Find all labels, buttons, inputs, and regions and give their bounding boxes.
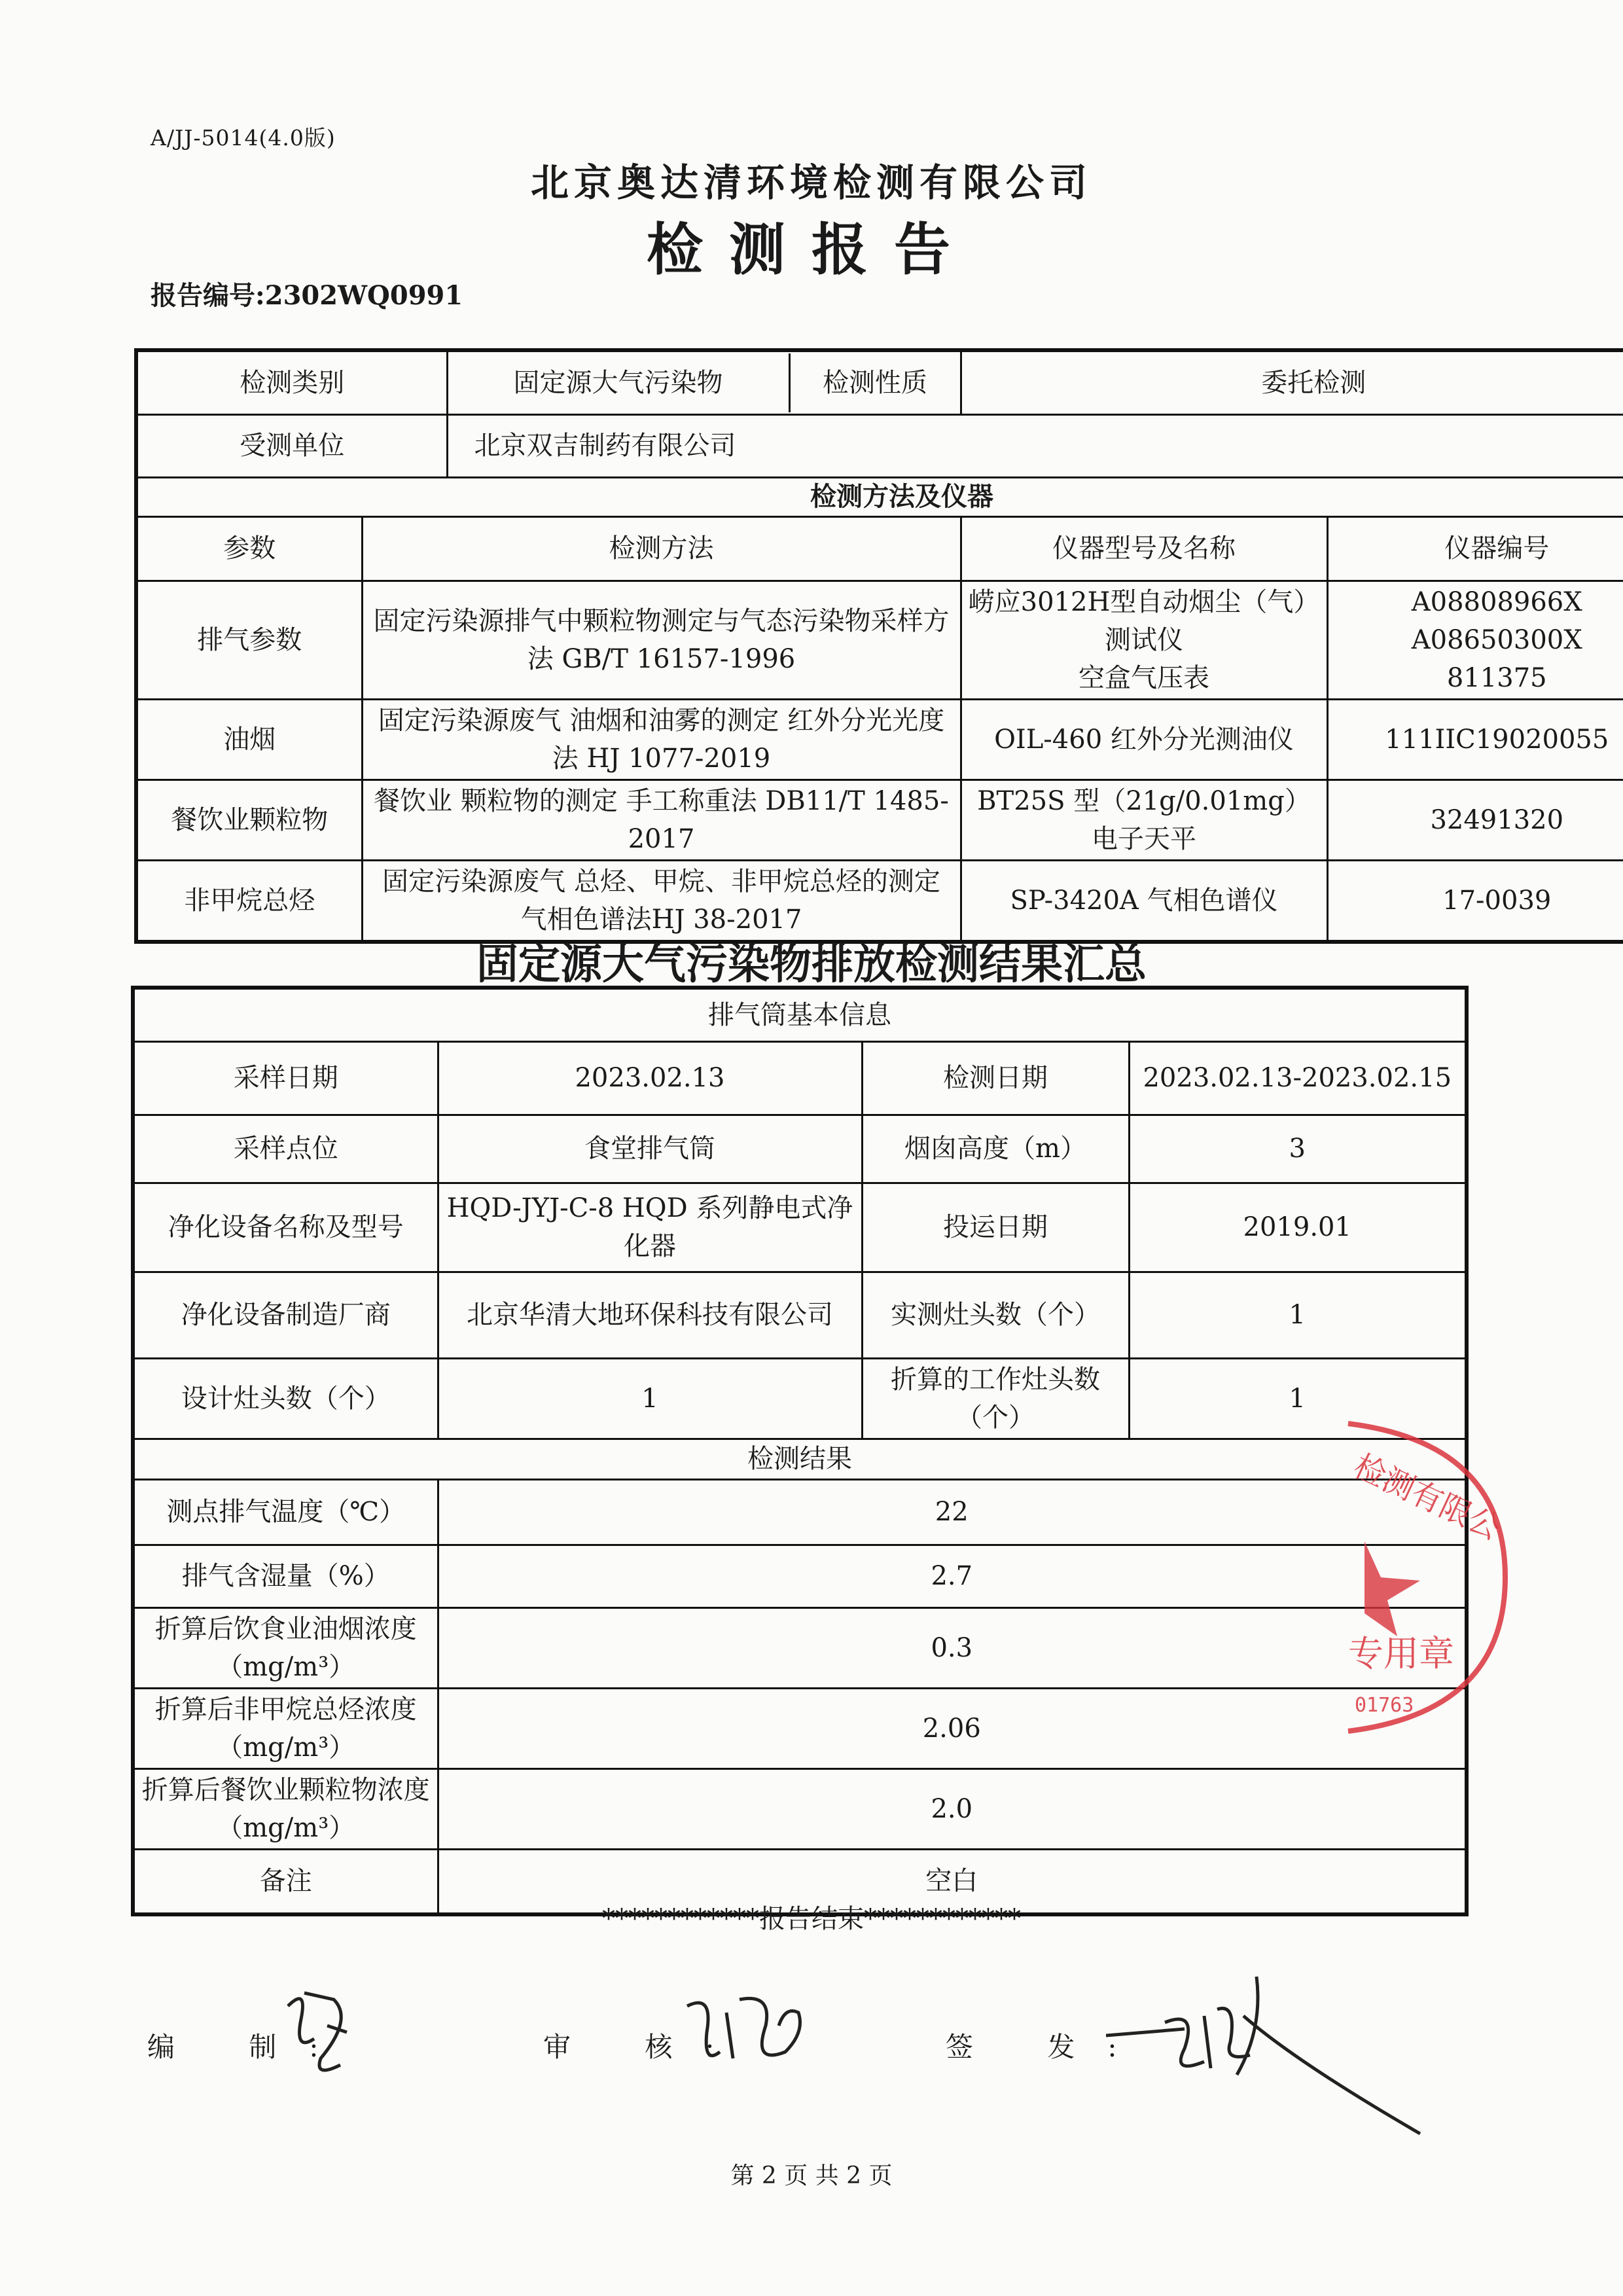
form-code: A/JJ-5014(4.0版) bbox=[151, 125, 336, 151]
category-value: 固定源大气污染物 bbox=[448, 353, 791, 412]
method-row-number: 17-0039 bbox=[1327, 860, 1623, 942]
method-row-method: 固定污染源废气 总烃、甲烷、非甲烷总烃的测定 气相色谱法HJ 38-2017 bbox=[362, 860, 961, 942]
reviewer-signature bbox=[674, 1980, 825, 2078]
method-row-number: 111IIC19020055 bbox=[1327, 699, 1623, 780]
report-end-line: ************报告结束************ bbox=[602, 1904, 1021, 1934]
manufacturer: 北京华清大地环保科技有限公司 bbox=[438, 1272, 862, 1358]
methods-table bbox=[134, 348, 1623, 944]
method-row-method: 固定污染源废气 油烟和油雾的测定 红外分光光度法 HJ 1077-2019 bbox=[362, 699, 961, 780]
method-row-param: 排气参数 bbox=[136, 581, 362, 699]
method-row-param: 油烟 bbox=[136, 699, 362, 780]
result-value: 22 bbox=[438, 1479, 1467, 1545]
header-param: 参数 bbox=[136, 516, 362, 581]
method-row-method: 固定污染源排气中颗粒物测定与气态污染物采样方法 GB/T 16157-1996 bbox=[362, 581, 961, 699]
measured-burners: 1 bbox=[1129, 1272, 1467, 1358]
design-burners: 1 bbox=[438, 1358, 862, 1439]
result-label: 折算后非甲烷总烃浓度（mg/m³） bbox=[133, 1688, 438, 1768]
unit-label: 受测单位 bbox=[136, 414, 447, 477]
sampling-date-label: 采样日期 bbox=[133, 1041, 438, 1115]
remark: 空白 bbox=[438, 1849, 1467, 1914]
test-date: 2023.02.13-2023.02.15 bbox=[1129, 1041, 1467, 1115]
device: HQD-JYJ-C-8 HQD 系列静电式净化器 bbox=[438, 1183, 862, 1272]
chimney-height-label: 烟囱高度（m） bbox=[862, 1115, 1129, 1183]
sampling-point-label: 采样点位 bbox=[133, 1115, 438, 1183]
category-label: 检测类别 bbox=[136, 350, 447, 414]
method-row-instrument: BT25S 型（21g/0.01mg）电子天平 bbox=[961, 780, 1327, 860]
results-title: 检测结果 bbox=[133, 1439, 1467, 1479]
operation-date: 2019.01 bbox=[1129, 1183, 1467, 1272]
converted-burners-label: 折算的工作灶头数（个） bbox=[862, 1358, 1129, 1439]
method-row-number: A08808966X A08650300X 811375 bbox=[1327, 581, 1623, 699]
issued-label: 签 发: bbox=[946, 2031, 1150, 2063]
operation-date-label: 投运日期 bbox=[862, 1183, 1129, 1272]
sampling-date: 2023.02.13 bbox=[438, 1041, 862, 1115]
company-name: 北京奥达清环境检测有限公司 bbox=[530, 160, 1092, 205]
result-label: 折算后饮食业油烟浓度（mg/m³） bbox=[133, 1607, 438, 1688]
nature-label: 检测性质 bbox=[823, 367, 927, 398]
compiler-signature bbox=[268, 1980, 366, 2091]
svg-text:检测有限公: 检测有限公 bbox=[1348, 1447, 1507, 1548]
method-row-method: 餐饮业 颗粒物的测定 手工称重法 DB11/T 1485-2017 bbox=[362, 780, 961, 860]
basic-info-title: 排气筒基本信息 bbox=[133, 988, 1467, 1041]
result-label: 测点排气温度（℃） bbox=[133, 1479, 438, 1545]
sampling-point: 食堂排气筒 bbox=[438, 1115, 862, 1183]
svg-text:01763: 01763 bbox=[1355, 1694, 1414, 1717]
chimney-height: 3 bbox=[1129, 1115, 1467, 1183]
manufacturer-label: 净化设备制造厂商 bbox=[133, 1272, 438, 1358]
method-row-param: 餐饮业颗粒物 bbox=[136, 780, 362, 860]
unit-value: 北京双吉制药有限公司 bbox=[447, 414, 1623, 477]
page-number: 第 2 页 共 2 页 bbox=[730, 2162, 893, 2189]
result-value: 2.7 bbox=[438, 1545, 1467, 1607]
header-instrument: 仪器型号及名称 bbox=[961, 516, 1327, 581]
header-method: 检测方法 bbox=[362, 516, 961, 581]
measured-burners-label: 实测灶头数（个） bbox=[862, 1272, 1129, 1358]
result-label: 折算后餐饮业颗粒物浓度（mg/m³） bbox=[133, 1768, 438, 1849]
compiled-label: 编 制: bbox=[147, 2031, 351, 2063]
nature-value: 委托检测 bbox=[961, 350, 1623, 414]
svg-text:专用章: 专用章 bbox=[1348, 1633, 1454, 1674]
summary-table bbox=[131, 986, 1469, 1916]
device-label: 净化设备名称及型号 bbox=[133, 1183, 438, 1272]
test-date-label: 检测日期 bbox=[862, 1041, 1129, 1115]
design-burners-label: 设计灶头数（个） bbox=[133, 1358, 438, 1439]
header-number: 仪器编号 bbox=[1327, 516, 1623, 581]
reviewed-label: 审 核: bbox=[543, 2031, 747, 2063]
document-title: 检测报告 bbox=[647, 217, 976, 283]
method-row-instrument: 崂应3012H型自动烟尘（气）测试仪 空盒气压表 bbox=[961, 581, 1327, 699]
converted-burners: 1 bbox=[1129, 1358, 1467, 1439]
result-value: 0.3 bbox=[438, 1607, 1467, 1688]
summary-title: 固定源大气污染物排放检测结果汇总 bbox=[476, 940, 1147, 989]
method-row-instrument: OIL-460 红外分光测油仪 bbox=[961, 699, 1327, 780]
method-row-instrument: SP-3420A 气相色谱仪 bbox=[961, 860, 1327, 942]
result-value: 2.06 bbox=[438, 1688, 1467, 1768]
result-value: 2.0 bbox=[438, 1768, 1467, 1849]
result-label: 排气含湿量（%） bbox=[133, 1545, 438, 1607]
method-row-param: 非甲烷总烃 bbox=[136, 860, 362, 942]
report-number: 报告编号:2302WQ0991 bbox=[151, 280, 463, 311]
method-row-number: 32491320 bbox=[1327, 780, 1623, 860]
methods-section-title: 检测方法及仪器 bbox=[136, 477, 1623, 516]
issuer-signature bbox=[1106, 1964, 1446, 2140]
remark-label: 备注 bbox=[133, 1849, 438, 1914]
official-seal bbox=[1335, 1417, 1518, 1738]
